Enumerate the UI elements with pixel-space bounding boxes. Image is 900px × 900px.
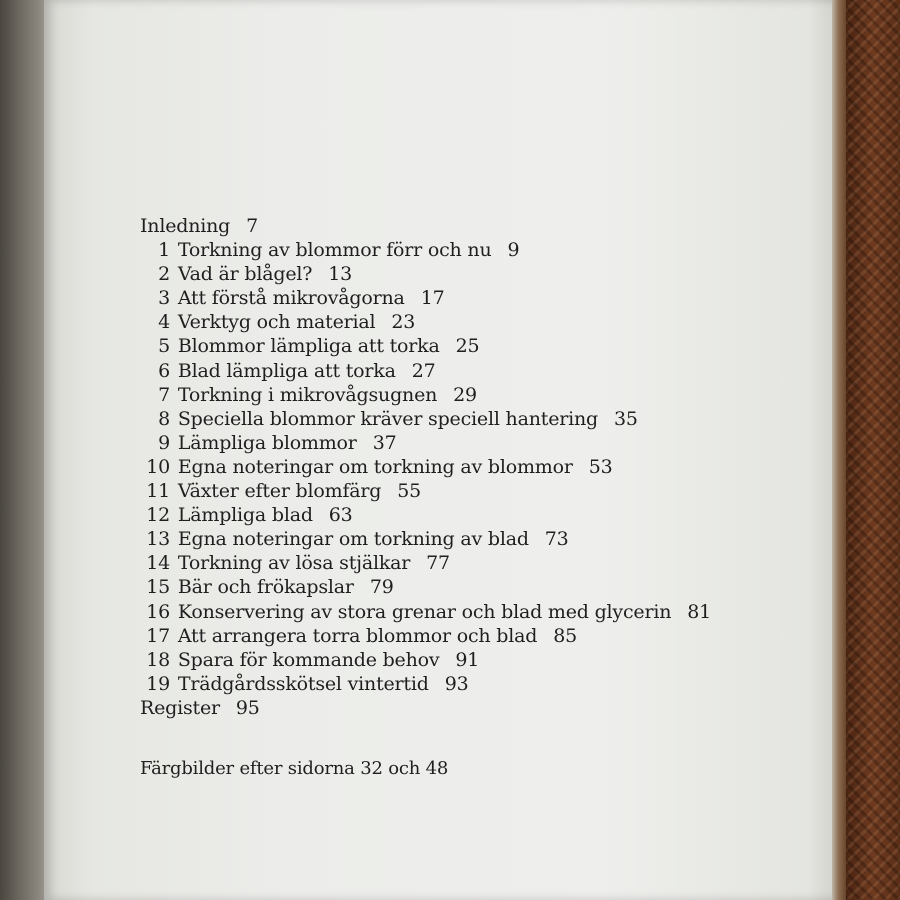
toc-entry-page: 81 bbox=[687, 600, 712, 623]
toc-entry-page: 77 bbox=[426, 552, 450, 575]
toc-entry-page: 79 bbox=[369, 576, 394, 599]
toc-entry-15 bbox=[140, 575, 800, 599]
toc-entry-title: Torkning i mikrovågsugnen bbox=[177, 383, 438, 406]
toc-entry-number: 16 bbox=[146, 600, 170, 623]
toc-entry-2 bbox=[140, 262, 800, 286]
fabric-background bbox=[846, 0, 900, 900]
toc-entry-page: 35 bbox=[614, 407, 638, 430]
toc-entry-page: 37 bbox=[372, 431, 397, 454]
toc-entry-page: 91 bbox=[455, 648, 480, 671]
toc-entry-number: 19 bbox=[146, 672, 170, 695]
toc-entry-5 bbox=[140, 334, 800, 358]
table-of-contents bbox=[140, 214, 800, 720]
toc-entry-12 bbox=[140, 503, 800, 527]
toc-entry-number: 13 bbox=[146, 528, 170, 551]
toc-entry-title: Lämpliga blommor bbox=[177, 431, 357, 454]
toc-entry-title: Konservering av stora grenar och blad med glycerin bbox=[177, 600, 672, 623]
toc-entry-number: 9 bbox=[158, 431, 170, 454]
toc-entry-number: 1 bbox=[158, 239, 170, 262]
toc-entry-title: Växter efter blomfärg bbox=[177, 480, 382, 503]
toc-entry-title: Egna noteringar om torkning av blad bbox=[177, 528, 529, 551]
toc-entry-8 bbox=[140, 407, 800, 431]
toc-entry-13 bbox=[140, 527, 800, 551]
toc-entry-number: 3 bbox=[158, 287, 170, 310]
toc-entry-number: 12 bbox=[146, 504, 170, 527]
color-plates-note: Färgbilder efter sidorna 32 och 48 bbox=[140, 758, 449, 779]
toc-entry-page: 29 bbox=[453, 383, 477, 406]
toc-entry-title: Lämpliga blad bbox=[177, 504, 313, 527]
toc-entry-page: 55 bbox=[397, 480, 422, 503]
toc-entry-page: 95 bbox=[235, 696, 260, 719]
toc-entry-6 bbox=[140, 359, 800, 383]
toc-entry-register bbox=[140, 696, 800, 720]
toc-entry-number: 14 bbox=[146, 552, 170, 575]
toc-entry-title: Torkning av blommor förr och nu bbox=[177, 239, 492, 262]
toc-entry-18 bbox=[140, 648, 800, 672]
toc-entry-number: 6 bbox=[158, 359, 170, 382]
toc-entry-number: 18 bbox=[146, 648, 170, 671]
toc-entry-title: Spara för kommande behov bbox=[177, 648, 440, 671]
toc-entry-11 bbox=[140, 479, 800, 503]
toc-entry-page: 9 bbox=[507, 239, 520, 262]
toc-entry-page: 93 bbox=[444, 672, 469, 695]
toc-entry-page: 53 bbox=[588, 455, 613, 478]
toc-entry-title: Egna noteringar om torkning av blommor bbox=[177, 455, 573, 478]
toc-entry-number: 11 bbox=[146, 480, 170, 503]
toc-entry-16 bbox=[140, 600, 800, 624]
toc-entry-17 bbox=[140, 624, 800, 648]
toc-entry-number: 5 bbox=[158, 335, 170, 358]
toc-entry-title: Att arrangera torra blommor och blad bbox=[177, 624, 538, 647]
toc-entry-page: 63 bbox=[328, 504, 353, 527]
toc-entry-title: Speciella blommor kräver speciell hantering bbox=[177, 407, 598, 430]
toc-entry-title: Verktyg och material bbox=[177, 311, 376, 334]
toc-entry-page: 23 bbox=[391, 311, 416, 334]
toc-entry-page: 25 bbox=[455, 335, 480, 358]
toc-entry-title: Register bbox=[140, 696, 220, 719]
toc-entry-title: Vad är blågel? bbox=[177, 263, 313, 286]
toc-entry-page: 17 bbox=[420, 287, 445, 310]
toc-entry-number: 15 bbox=[146, 576, 170, 599]
toc-entry-number: 2 bbox=[158, 263, 170, 286]
toc-entry-title: Blommor lämpliga att torka bbox=[177, 335, 440, 358]
toc-entry-number: 7 bbox=[158, 383, 170, 406]
toc-entry-inledning bbox=[140, 214, 800, 238]
toc-entry-number: 17 bbox=[146, 624, 170, 647]
toc-entry-14 bbox=[140, 551, 800, 575]
toc-entry-title: Blad lämpliga att torka bbox=[177, 359, 396, 382]
toc-entry-3 bbox=[140, 286, 800, 310]
toc-entry-4 bbox=[140, 310, 800, 334]
toc-entry-page: 27 bbox=[411, 359, 436, 382]
toc-entry-page: 85 bbox=[553, 624, 578, 647]
toc-entry-title: Att förstå mikrovågorna bbox=[177, 287, 405, 310]
toc-entry-title: Torkning av lösa stjälkar bbox=[177, 552, 411, 575]
toc-entry-page: 7 bbox=[246, 215, 259, 237]
toc-entry-7 bbox=[140, 383, 800, 407]
toc-entry-number: 4 bbox=[158, 311, 170, 334]
toc-entry-page: 13 bbox=[328, 263, 353, 286]
toc-entry-title: Inledning bbox=[140, 215, 231, 237]
toc-entry-title: Trädgårdsskötsel vintertid bbox=[177, 672, 429, 695]
toc-entry-9 bbox=[140, 431, 800, 455]
toc-entry-number: 10 bbox=[146, 455, 170, 478]
toc-entry-number: 8 bbox=[158, 407, 170, 430]
toc-entry-19 bbox=[140, 672, 800, 696]
toc-entry-10 bbox=[140, 455, 800, 479]
toc-entry-title: Bär och frökapslar bbox=[177, 576, 354, 599]
toc-entry-1 bbox=[140, 238, 800, 262]
toc-entry-page: 73 bbox=[544, 528, 569, 551]
